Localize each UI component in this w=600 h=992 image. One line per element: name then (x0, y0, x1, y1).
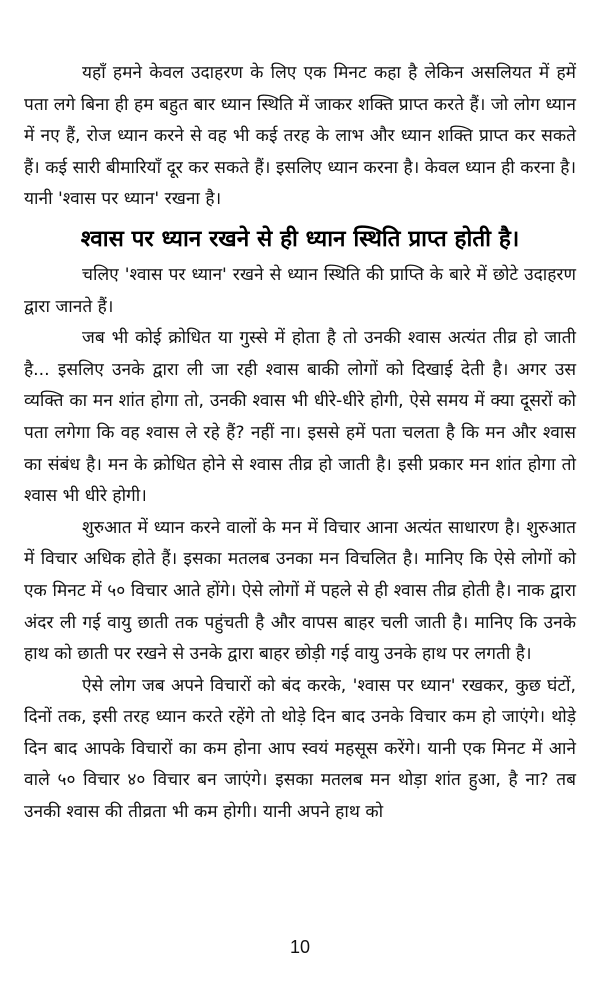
paragraph-beginner-thoughts: शुरुआत में ध्यान करने वालों के मन में विचार आना अत्यंत साधारण है। शुरुआत में विचार अधिक होते हैं। इसका मतलब उनका मन विचलित है। मानिए कि ऐसे लोगों को एक मिनट में ५० विचार आते होंगे। ऐसे लोगों में पहले से ही श्वास तीव्र होती है। नाक द्वारा अंदर ली गई वायु छाती तक पहुंचती है और वापस बाहर चली जाती है। मानिए कि उनके हाथ को छाती पर रखने से उनके द्वारा बाहर छोड़ी गई वायु उनके हाथ पर लगती है। (24, 517, 576, 665)
page-body (24, 58, 576, 829)
page-number: 10 (289, 937, 311, 957)
paragraph-intro: यहाँ हमने केवल उदाहरण के लिए एक मिनट कहा है लेकिन असलियत में हमें पता लगे बिना ही हम बहुत बार ध्यान स्थिति में जाकर शक्ति प्राप्त करते हैं। जो लोग ध्यान में नए हैं, रोज ध्यान करने से वह भी कई तरह के लाभ और ध्यान शक्ति प्राप्त कर सकते हैं। कई सारी बीमारियाँ दूर कर सकते हैं। इसलिए ध्यान करना है। केवल ध्यान ही करना है। यानी 'श्वास पर ध्यान' रखना है। (24, 63, 576, 210)
paragraph-anger-breath: जब भी कोई क्रोधित या गुस्से में होता है तो उनकी श्वास अत्यंत तीव्र हो जाती है... इसलिए उनके द्वारा ली जा रही श्वास बाकी लोगों को दिखाई देती है। अगर उस व्यक्ति का मन शांत होगा तो, उनकी श्वास भी धीरे-धीरे होगी, ऐसे समय में क्या दूसरों को पता लगेगा कि वह श्वास ले रहे हैं? नहीं ना। इससे हमें पता चलता है कि मन और श्वास का संबंध है। मन के क्रोधित होने से श्वास तीव्र हो जाती है। इसी प्रकार मन शांत होगा तो श्वास भी धीरे होगी। (24, 328, 576, 507)
section-heading: श्वास पर ध्यान रखने से ही ध्यान स्थिति प्राप्त होती है। (80, 225, 520, 252)
paragraph-example-intro: चलिए 'श्वास पर ध्यान' रखने से ध्यान स्थिति की प्राप्ति के बारे में छोटे उदाहरण द्वारा जानते हैं। (24, 264, 576, 317)
paragraph-practice-result: ऐसे लोग जब अपने विचारों को बंद करके, 'श्वास पर ध्यान' रखकर, कुछ घंटों, दिनों तक, इसी तरह ध्यान करते रहेंगे तो थोड़े दिन बाद उनके विचार कम हो जाएंगे। थोड़े दिन बाद आपके विचारों का कम होना आप स्वयं महसूस करेंगे। यानी एक मिनट में आने वाले ५० विचार ४० विचार बन जाएंगे। इसका मतलब मन थोड़ा शांत हुआ, है ना? तब उनकी श्वास की तीव्रता भी कम होगी। यानी अपने हाथ को (24, 675, 576, 823)
